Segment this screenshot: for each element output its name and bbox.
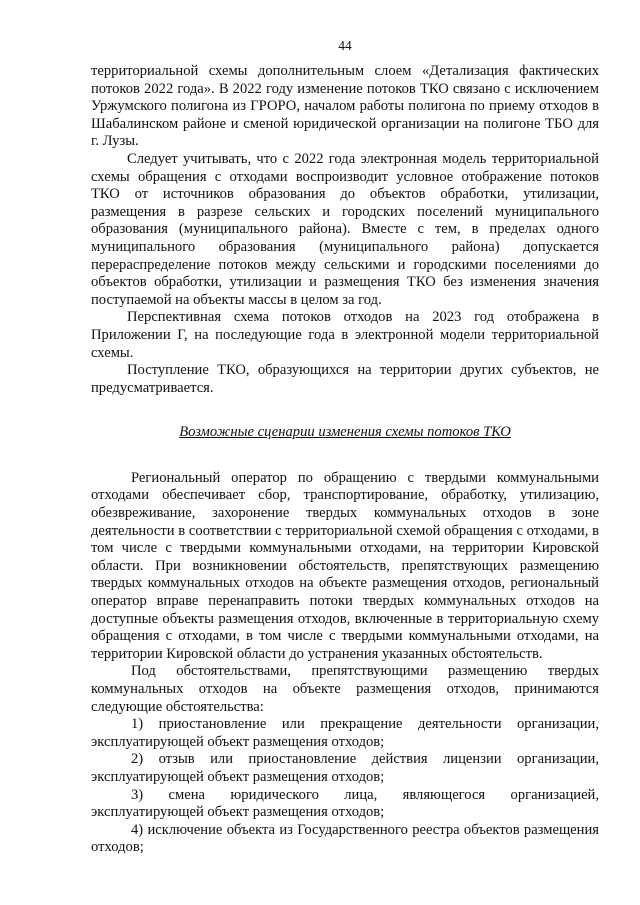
paragraph-electronic-model: Следует учитывать, что с 2022 года электронная модель территориальной схемы обращения с отходами воспроизводит условное отображение потоков ТКО от источников образования до объектов обработки, утилизации, размещения в разрезе сельских и городских поселений муниципального образования (муниципального района). Вместе с тем, в пределах одного муниципального образования (муниципального района) допускается перераспределение потоков между сельскими и городскими поселениями до объектов обработки, утилизации и размещения ТКО без изменения значения поступаемой на объекты массы в целом за год. (91, 150, 599, 308)
condition-text: 2) отзыв или приостановление действия лицензии организации, эксплуатирующей объект размещения отходов; (91, 751, 599, 785)
paragraph-continuation: территориальной схемы дополнительным слоем «Детализация фактических потоков 2022 года». В 2022 году изменение потоков ТКО связано с исключением Уржумского полигона из ГРОРО, началом работы полигона по приему отходов в Шабалинском районе и сменой юридической организации на полигоне ТБО для г. Лузы. (91, 63, 599, 150)
list-item (91, 716, 599, 751)
section-heading: Возможные сценарии изменения схемы потоков ТКО (179, 424, 511, 441)
condition-text: 1) приостановление или прекращение деятельности организации, эксплуатирующей объект размещения отходов; (91, 716, 599, 750)
list-item (91, 751, 599, 786)
condition-text: 3) смена юридического лица, являющегося организацией, эксплуатирующей объект размещения отходов; (91, 786, 599, 821)
paragraph-regional-operator: Региональный оператор по обращению с твердыми коммунальными отходами обеспечивает сбор, транспортирование, обработку, утилизацию, обезвреживание, захоронение твердых коммунальных отходов в зоне деятельности в соответствии с территориальной схемой обращения с отходами, в том числе с твердыми коммунальными отходами, на территории Кировской области. При возникновении обстоятельств, препятствующих размещению твердых коммунальных отходов на объекте размещения отходов, региональный оператор вправе перенаправить потоки твердых коммунальных отходов на доступные объекты размещения отходов, включенные в территориальную схему обращения с отходами, в том числе с твердыми коммунальными отходами, на территории Кировской области до устранения указанных обстоятельств. (91, 469, 599, 662)
page-number: 44 (338, 38, 352, 53)
list-item (91, 822, 599, 857)
paragraph-circumstances-intro: Под обстоятельствами, препятствующими размещению твердых коммунальных отходов на объекте размещения отходов, принимаются следующие обстоятельства: (91, 663, 599, 715)
list-item (91, 787, 599, 822)
conditions-list (91, 716, 599, 857)
paragraph-perspective-scheme: Перспективная схема потоков отходов на 2023 год отображена в Приложении Г, на последующие года в электронной модели территориальной схемы. (91, 309, 599, 361)
paragraph-other-subjects: Поступление ТКО, образующихся на территории других субъектов, не предусматривается. (91, 362, 599, 396)
document-body (91, 63, 599, 857)
condition-text: 4) исключение объекта из Государственного реестра объектов размещения отходов; (91, 821, 599, 856)
